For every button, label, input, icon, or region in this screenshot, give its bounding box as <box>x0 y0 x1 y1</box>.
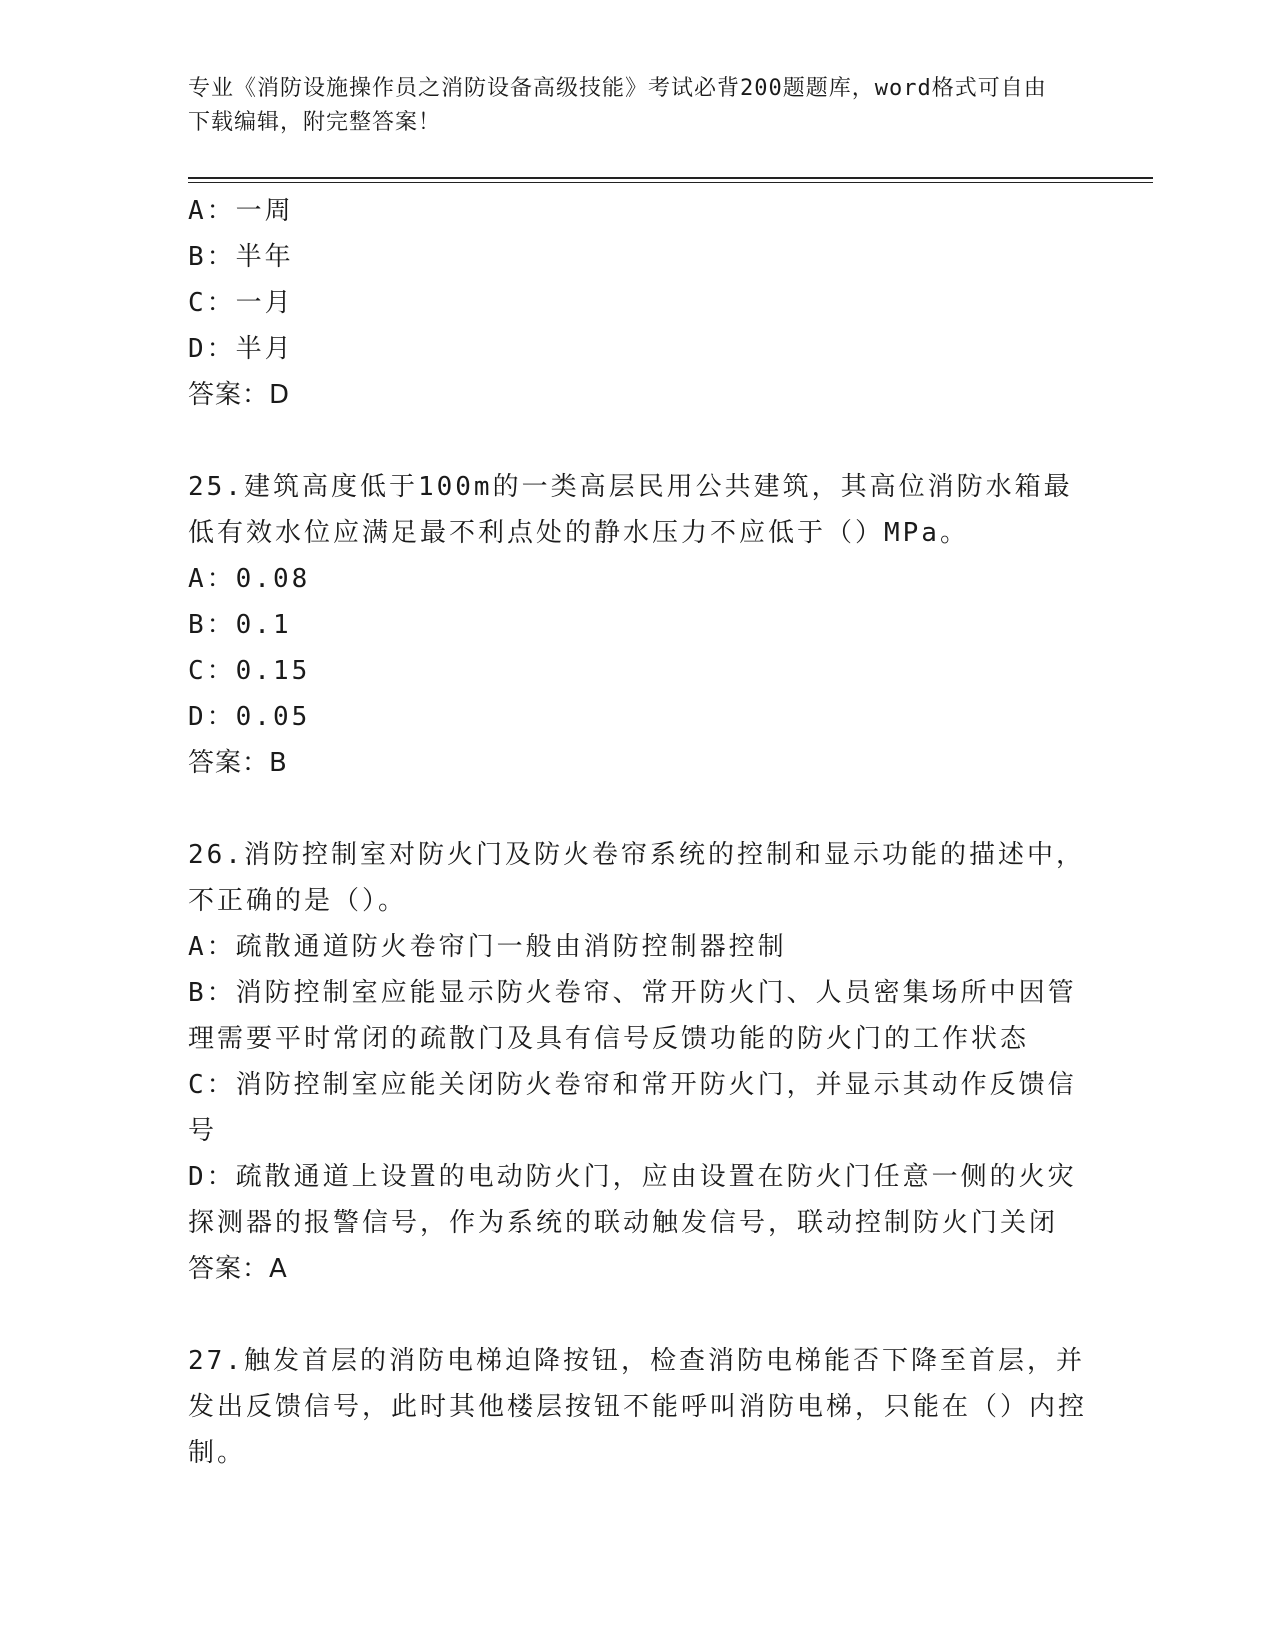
header-rule-thick <box>188 177 1153 179</box>
spacer <box>188 1292 1088 1338</box>
option-a: A：疏散通道防火卷帘门一般由消防控制器控制 <box>188 932 787 962</box>
option-a: A：0.08 <box>188 564 311 594</box>
spacer <box>188 786 1088 832</box>
question-block-26 <box>188 832 1088 1292</box>
question-text: 25.建筑高度低于100m的一类高层民用公共建筑，其高位消防水箱最低有效水位应满足最不利点处的静水压力不应低于（）MPa。 <box>188 472 1073 548</box>
option-d: D：疏散通道上设置的电动防火门，应由设置在防火门任意一侧的火灾探测器的报警信号，作为系统的联动触发信号，联动控制防火门关闭 <box>188 1162 1077 1238</box>
option-d: D：半月 <box>188 334 294 364</box>
header-rule-thin <box>188 182 1153 183</box>
answer: 答案：D <box>188 380 291 410</box>
option-b: B：0.1 <box>188 610 292 640</box>
question-text: 27.触发首层的消防电梯迫降按钮，检查消防电梯能否下降至首层，并发出反馈信号，此时其他楼层按钮不能呼叫消防电梯，只能在（）内控制。 <box>188 1346 1088 1468</box>
option-b: B：半年 <box>188 242 294 272</box>
question-block-25 <box>188 464 1088 786</box>
option-c: C：一月 <box>188 288 294 318</box>
option-c: C：0.15 <box>188 656 311 686</box>
option-c: C：消防控制室应能关闭防火卷帘和常开防火门，并显示其动作反馈信号 <box>188 1070 1077 1146</box>
question-text: 26.消防控制室对防火门及防火卷帘系统的控制和显示功能的描述中，不正确的是（）。 <box>188 840 1085 916</box>
answer: 答案：A <box>188 1254 288 1284</box>
spacer <box>188 418 1088 464</box>
answer: 答案：B <box>188 748 288 778</box>
question-list <box>188 188 1088 1476</box>
option-b: B：消防控制室应能显示防火卷帘、常开防火门、人员密集场所中因管理需要平时常闭的疏散门及具有信号反馈功能的防火门的工作状态 <box>188 978 1077 1054</box>
option-d: D：0.05 <box>188 702 311 732</box>
option-a: A：一周 <box>188 196 294 226</box>
question-block-27 <box>188 1338 1088 1476</box>
question-block-24 <box>188 188 1088 418</box>
document-header: 专业《消防设施操作员之消防设备高级技能》考试必背200题题库，word格式可自由下载编辑，附完整答案！ <box>188 76 1047 135</box>
